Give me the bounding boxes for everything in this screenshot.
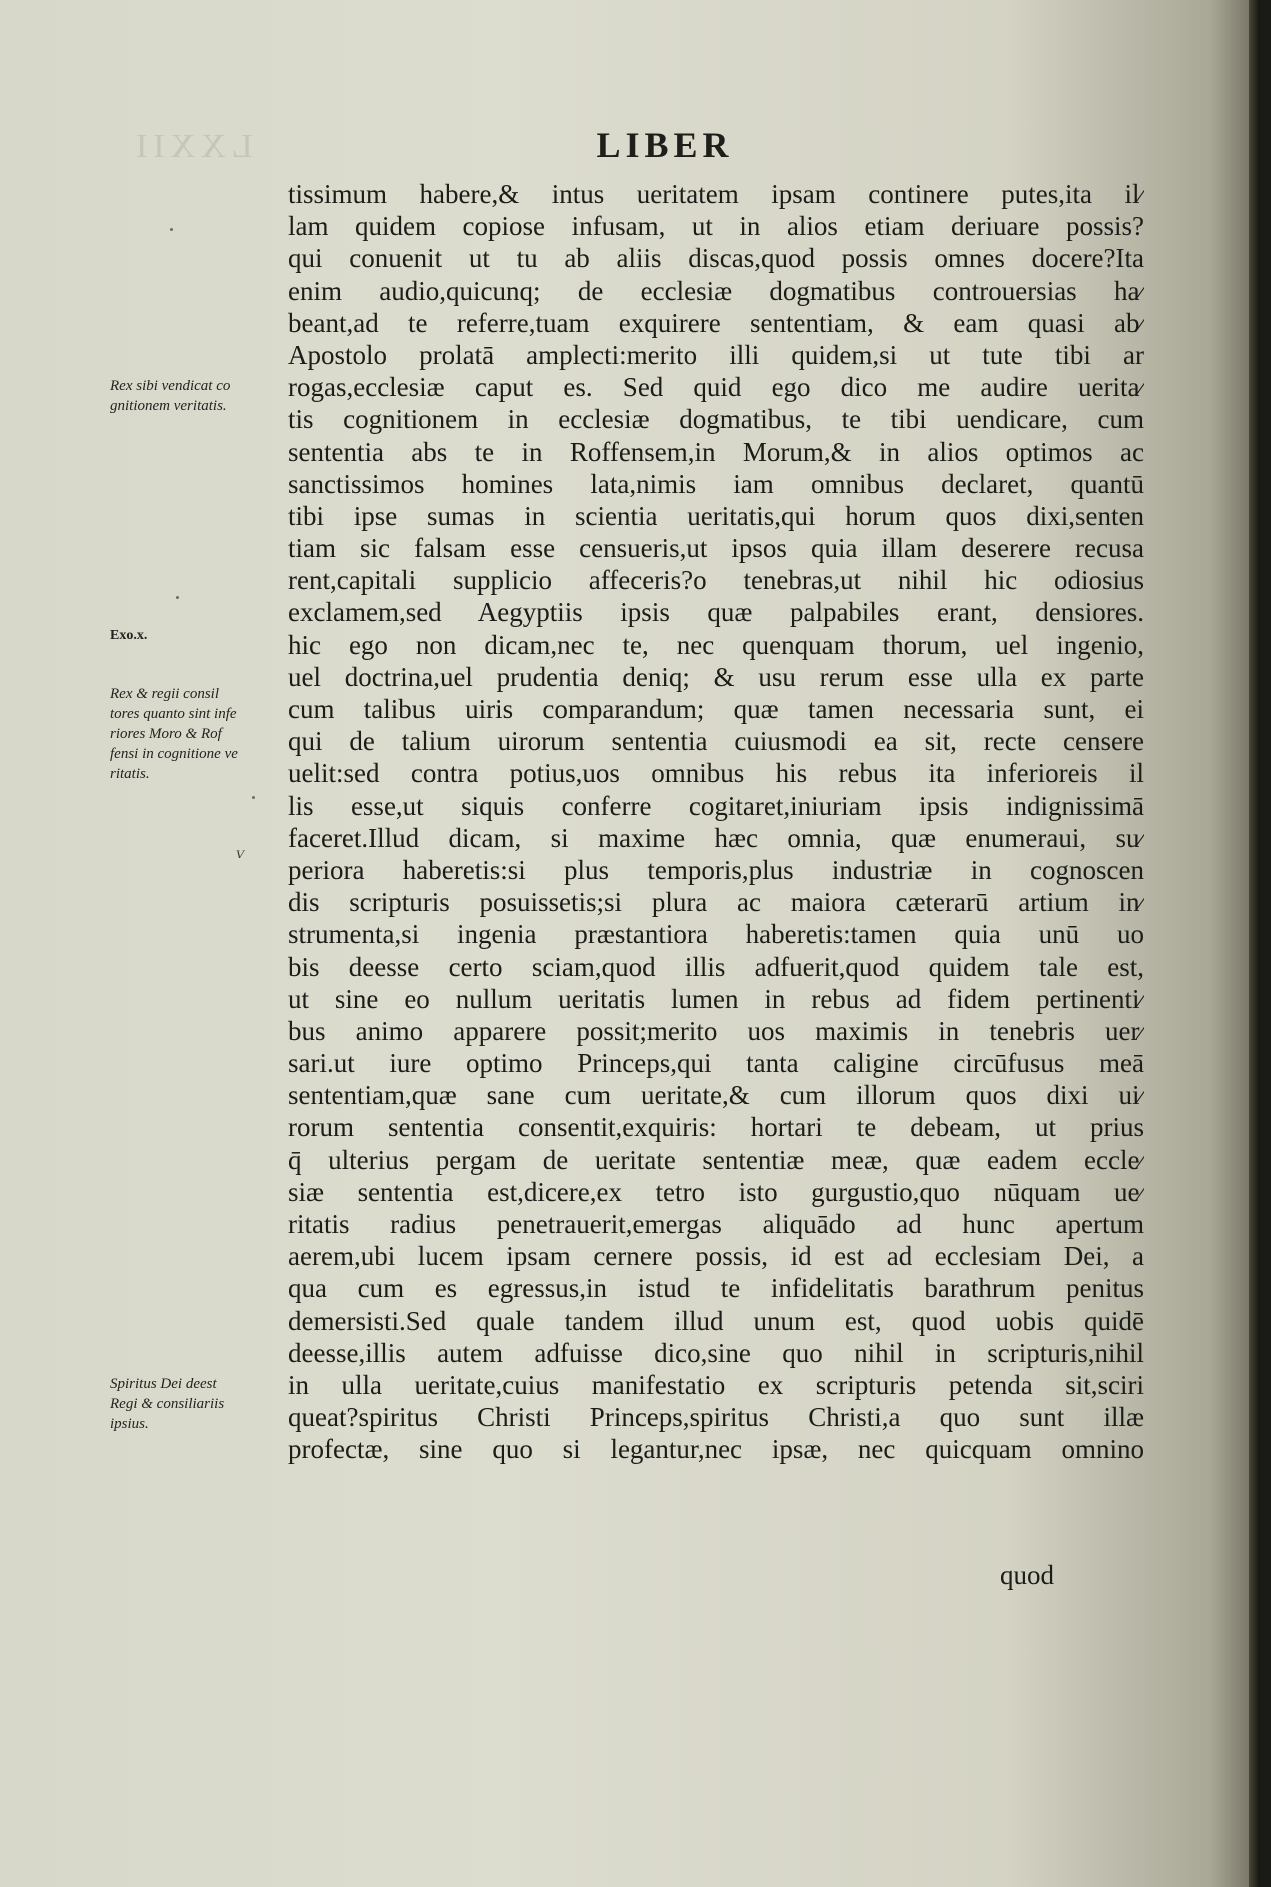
text-line: exclamem,sed Aegyptiis ipsis quæ palpabiles erant, densiores. — [288, 597, 1144, 628]
paper-speck — [170, 228, 173, 231]
text-line: enim audio,quicunq; de ecclesiæ dogmatibus controuersias ha⁄ — [288, 275, 1144, 306]
text-line: q̄ ulterius pergam de ueritate sententiæ meæ, quæ eadem eccle⁄ — [288, 1144, 1144, 1175]
text-line: bis deesse certo sciam,quod illis adfuerit,quod quidem tale est, — [288, 951, 1144, 982]
gloss-line: tores quanto sint infe — [110, 706, 237, 722]
text-line: tis cognitionem in ecclesiæ dogmatibus, te tibi uendicare, cum — [288, 404, 1144, 435]
gloss-line: ritatis. — [110, 766, 150, 782]
text-line: periora haberetis:si plus temporis,plus industriæ in cognoscen — [288, 854, 1144, 885]
text-line: rent,capitali supplicio affeceris?o tenebras,ut nihil hic odiosius — [288, 565, 1144, 596]
text-line: rorum sententia consentit,exquiris: hortari te debeam, ut prius — [288, 1112, 1144, 1143]
text-line: beant,ad te referre,tuam exquirere sententiam, & eam quasi ab⁄ — [288, 307, 1144, 338]
paper-speck — [176, 596, 179, 599]
text-line: lam quidem copiose infusam, ut in alios etiam deriuare possis? — [288, 211, 1144, 242]
text-line: in ulla ueritate,cuius manifestatio ex scripturis petenda sit,sciri — [288, 1369, 1144, 1400]
text-line: qui conuenit ut tu ab aliis discas,quod possis omnes docere?Ita — [288, 243, 1144, 274]
text-line: uelit:sed contra potius,uos omnibus his rebus ita inferioreis il — [288, 758, 1144, 789]
text-line: deesse,illis autem adfuisse dico,sine quo nihil in scripturis,nihil — [288, 1337, 1144, 1368]
gloss-line: Rex & regii consil — [110, 686, 219, 702]
gloss-line: Rex sibi vendicat co — [110, 378, 231, 394]
text-line: aerem,ubi lucem ipsam cernere possis, id est ad ecclesiam Dei, a — [288, 1241, 1144, 1272]
text-line: rogas,ecclesiæ caput es. Sed quid ego dico me audire uerita⁄ — [288, 372, 1144, 403]
bleed-through-folio: LXXII — [130, 128, 253, 165]
text-line: ut sine eo nullum ueritatis lumen in rebus ad fidem pertinenti⁄ — [288, 983, 1144, 1014]
gloss-line: ipsius. — [110, 1416, 149, 1432]
text-line: qua cum es egressus,in istud te infidelitatis barathrum penitus — [288, 1273, 1144, 1304]
margin-gloss-4 — [110, 1374, 280, 1434]
page-edge-shadow — [1249, 0, 1260, 1887]
marginal-mark: ⱽ — [236, 848, 245, 868]
text-line: sententiam,quæ sane cum ueritate,& cum illorum quos dixi ui⁄ — [288, 1080, 1144, 1111]
text-line: demersisti.Sed quale tandem illud unum est, quod uobis quidē — [288, 1305, 1144, 1336]
margin-gloss-1 — [110, 376, 280, 416]
margin-gloss-2 — [110, 626, 280, 646]
text-line: Apostolo prolatā amplecti:merito illi quidem,si ut tute tibi ar — [288, 339, 1144, 370]
text-line: hic ego non dicam,nec te, nec quenquam thorum, uel ingenio, — [288, 629, 1144, 660]
text-line: lis esse,ut siquis conferre cogitaret,iniuriam ipsis indignissimā — [288, 790, 1144, 821]
gloss-line: gnitionem veritatis. — [110, 398, 227, 414]
text-line: cum talibus uiris comparandum; quæ tamen necessaria sunt, ei — [288, 694, 1144, 724]
text-line: qui de talium uirorum sententia cuiusmodi ea sit, recte censere — [288, 726, 1144, 757]
gloss-line: riores Moro & Rof — [110, 726, 222, 742]
text-line: bus animo apparere possit;merito uos maximis in tenebris uer⁄ — [288, 1015, 1144, 1046]
text-line: dis scripturis posuissetis;si plura ac maiora cæterarū artium in⁄ — [288, 887, 1144, 918]
text-line: sanctissimos homines lata,nimis iam omnibus declaret, quantū — [288, 468, 1144, 499]
text-line: faceret.Illud dicam, si maxime hæc omnia, quæ enumeraui, su⁄ — [288, 822, 1144, 853]
text-line: tiam sic falsam esse censueris,ut ipsos quia illam deserere recusa — [288, 533, 1144, 564]
text-line: ritatis radius penetrauerit,emergas aliquādo ad hunc apertum — [288, 1209, 1144, 1239]
text-line: tissimum habere,& intus ueritatem ipsam continere putes,ita il⁄ — [288, 179, 1144, 209]
running-head: LIBER — [596, 125, 734, 165]
text-line: sari.ut iure optimo Princeps,qui tanta caligine circūfusus meā — [288, 1048, 1144, 1079]
gloss-line: Exo.x. — [110, 628, 148, 643]
body-text — [288, 178, 1144, 1466]
text-line: sententia abs te in Roffensem,in Morum,& in alios optimos ac — [288, 436, 1144, 467]
text-line: queat?spiritus Christi Princeps,spiritus Christi,a quo sunt illæ — [288, 1402, 1144, 1433]
gloss-line: Spiritus Dei deest — [110, 1376, 217, 1392]
gloss-line: Regi & consiliariis — [110, 1396, 225, 1412]
page-header — [0, 124, 1260, 166]
text-line: profectæ, sine quo si legantur,nec ipsæ, nec quicquam omnino — [288, 1434, 1144, 1465]
text-line: uel doctrina,uel prudentia deniq; & usu rerum esse ulla ex parte — [288, 661, 1144, 692]
gloss-line: fensi in cognitione ve — [110, 746, 238, 762]
text-line: tibi ipse sumas in scientia ueritatis,qui horum quos dixi,senten — [288, 500, 1144, 531]
catchword: quod — [1000, 1560, 1054, 1590]
margin-gloss-3 — [110, 684, 280, 784]
paper-speck — [252, 796, 255, 799]
text-line: siæ sententia est,dicere,ex tetro isto gurgustio,quo nūquam ue⁄ — [288, 1176, 1144, 1207]
text-line: strumenta,si ingenia præstantiora haberetis:tamen quia unū uo — [288, 919, 1144, 950]
